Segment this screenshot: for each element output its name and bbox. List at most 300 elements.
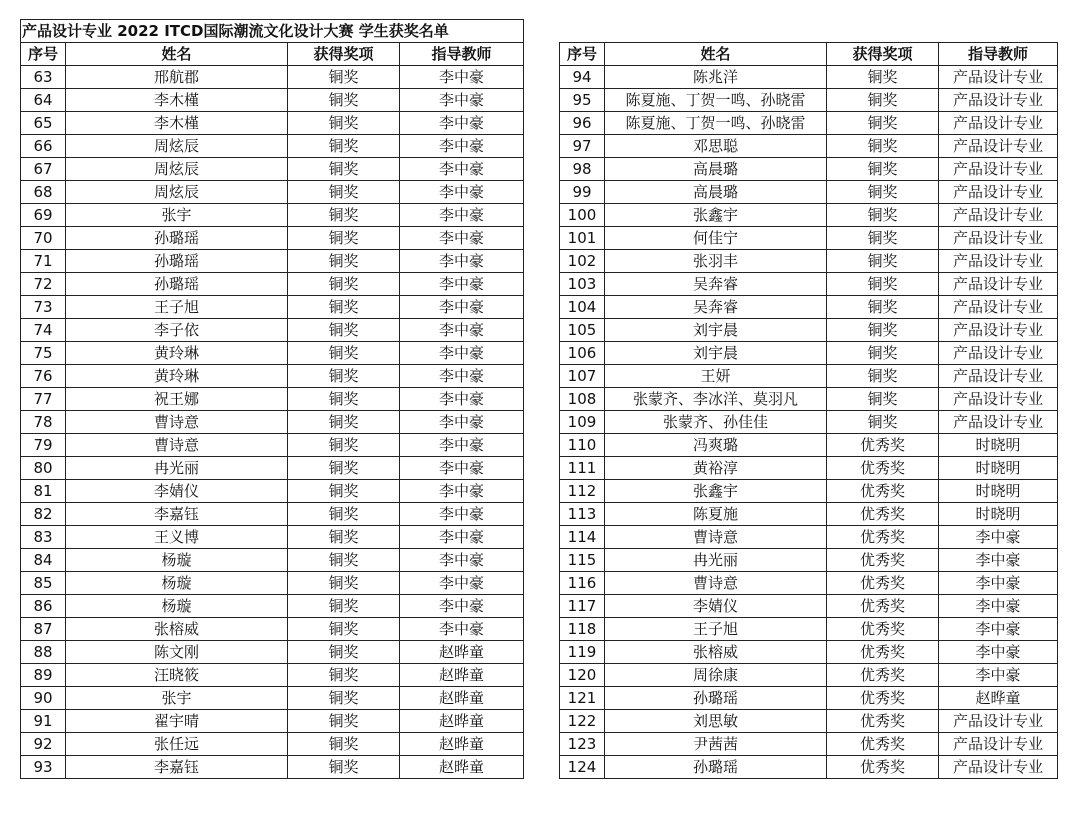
cell-advisor: 产品设计专业	[939, 89, 1058, 112]
cell-name: 冉光丽	[66, 457, 288, 480]
cell-name: 杨璇	[66, 549, 288, 572]
cell-index: 102	[560, 250, 605, 273]
cell-award: 优秀奖	[827, 503, 939, 526]
table-row	[21, 733, 524, 756]
cell-index: 83	[21, 526, 66, 549]
cell-index: 81	[21, 480, 66, 503]
table-row	[21, 503, 524, 526]
cell-index: 114	[560, 526, 605, 549]
cell-name: 张蒙齐、李冰洋、莫羽凡	[605, 388, 827, 411]
cell-advisor: 产品设计专业	[939, 388, 1058, 411]
cell-name: 周炫辰	[66, 135, 288, 158]
cell-advisor: 李中豪	[400, 549, 524, 572]
cell-advisor: 李中豪	[400, 388, 524, 411]
table-row	[21, 204, 524, 227]
cell-award: 铜奖	[288, 687, 400, 710]
table-row	[560, 641, 1058, 664]
table-row	[21, 227, 524, 250]
cell-name: 张宇	[66, 204, 288, 227]
cell-award: 铜奖	[827, 158, 939, 181]
table-row	[21, 388, 524, 411]
table-row	[560, 664, 1058, 687]
cell-advisor: 产品设计专业	[939, 66, 1058, 89]
cell-advisor: 李中豪	[400, 319, 524, 342]
cell-index: 122	[560, 710, 605, 733]
cell-advisor: 时晓明	[939, 434, 1058, 457]
cell-name: 杨璇	[66, 595, 288, 618]
cell-advisor: 时晓明	[939, 480, 1058, 503]
cell-award: 铜奖	[288, 158, 400, 181]
table-row	[21, 434, 524, 457]
cell-award: 铜奖	[827, 89, 939, 112]
table-row	[21, 480, 524, 503]
table-row	[560, 411, 1058, 434]
cell-advisor: 李中豪	[400, 135, 524, 158]
cell-award: 铜奖	[288, 66, 400, 89]
cell-award: 铜奖	[288, 664, 400, 687]
cell-award: 铜奖	[827, 388, 939, 411]
cell-index: 110	[560, 434, 605, 457]
cell-name: 张榕威	[66, 618, 288, 641]
cell-index: 109	[560, 411, 605, 434]
cell-advisor: 李中豪	[400, 503, 524, 526]
cell-award: 铜奖	[288, 526, 400, 549]
cell-name: 王义博	[66, 526, 288, 549]
table-row	[560, 710, 1058, 733]
cell-award: 优秀奖	[827, 687, 939, 710]
cell-advisor: 产品设计专业	[939, 733, 1058, 756]
cell-name: 李婧仪	[605, 595, 827, 618]
table-row	[560, 66, 1058, 89]
left-award-table	[20, 19, 524, 779]
cell-advisor: 产品设计专业	[939, 296, 1058, 319]
table-row	[560, 365, 1058, 388]
cell-award: 铜奖	[827, 319, 939, 342]
cell-name: 张蒙齐、孙佳佳	[605, 411, 827, 434]
cell-advisor: 李中豪	[400, 342, 524, 365]
cell-award: 优秀奖	[827, 480, 939, 503]
cell-index: 75	[21, 342, 66, 365]
table-row	[560, 457, 1058, 480]
table-header-row	[560, 43, 1058, 66]
cell-advisor: 李中豪	[400, 411, 524, 434]
cell-award: 铜奖	[288, 480, 400, 503]
cell-advisor: 赵晔童	[400, 687, 524, 710]
cell-award: 铜奖	[827, 181, 939, 204]
cell-name: 陈兆洋	[605, 66, 827, 89]
cell-advisor: 李中豪	[400, 250, 524, 273]
cell-name: 冯爽璐	[605, 434, 827, 457]
cell-advisor: 李中豪	[400, 618, 524, 641]
cell-award: 优秀奖	[827, 595, 939, 618]
cell-name: 孙璐瑶	[605, 756, 827, 779]
cell-name: 孙璐瑶	[66, 273, 288, 296]
cell-name: 曹诗意	[66, 434, 288, 457]
cell-name: 张宇	[66, 687, 288, 710]
header-index: 序号	[560, 43, 605, 66]
table-row	[560, 227, 1058, 250]
cell-index: 84	[21, 549, 66, 572]
header-advisor: 指导教师	[400, 43, 524, 66]
cell-award: 铜奖	[288, 135, 400, 158]
table-row	[560, 319, 1058, 342]
cell-name: 周炫辰	[66, 181, 288, 204]
table-row	[560, 549, 1058, 572]
cell-advisor: 时晓明	[939, 457, 1058, 480]
cell-advisor: 李中豪	[400, 434, 524, 457]
cell-name: 王妍	[605, 365, 827, 388]
cell-award: 铜奖	[288, 710, 400, 733]
cell-advisor: 李中豪	[400, 480, 524, 503]
cell-award: 铜奖	[288, 457, 400, 480]
cell-advisor: 李中豪	[400, 595, 524, 618]
cell-name: 李子依	[66, 319, 288, 342]
table-row	[560, 89, 1058, 112]
cell-name: 李婧仪	[66, 480, 288, 503]
table-row	[21, 687, 524, 710]
cell-name: 黄玲琳	[66, 342, 288, 365]
cell-name: 何佳宁	[605, 227, 827, 250]
table-row	[560, 434, 1058, 457]
cell-index: 95	[560, 89, 605, 112]
cell-index: 108	[560, 388, 605, 411]
table-row	[21, 457, 524, 480]
cell-award: 优秀奖	[827, 756, 939, 779]
table-row	[21, 66, 524, 89]
cell-award: 铜奖	[827, 365, 939, 388]
table-row	[560, 250, 1058, 273]
cell-award: 铜奖	[288, 227, 400, 250]
cell-index: 121	[560, 687, 605, 710]
cell-index: 72	[21, 273, 66, 296]
cell-index: 63	[21, 66, 66, 89]
cell-advisor: 李中豪	[400, 158, 524, 181]
cell-index: 99	[560, 181, 605, 204]
cell-advisor: 产品设计专业	[939, 756, 1058, 779]
cell-award: 铜奖	[288, 273, 400, 296]
cell-index: 115	[560, 549, 605, 572]
cell-advisor: 李中豪	[400, 457, 524, 480]
table-row	[21, 664, 524, 687]
cell-name: 黄裕淳	[605, 457, 827, 480]
table-row	[560, 388, 1058, 411]
cell-name: 王子旭	[605, 618, 827, 641]
table-row	[21, 135, 524, 158]
table-row	[560, 572, 1058, 595]
cell-advisor: 赵晔童	[939, 687, 1058, 710]
cell-award: 优秀奖	[827, 618, 939, 641]
cell-index: 100	[560, 204, 605, 227]
cell-award: 铜奖	[288, 595, 400, 618]
cell-award: 铜奖	[288, 733, 400, 756]
cell-award: 优秀奖	[827, 434, 939, 457]
cell-index: 70	[21, 227, 66, 250]
table-row	[21, 549, 524, 572]
cell-advisor: 产品设计专业	[939, 250, 1058, 273]
cell-advisor: 李中豪	[939, 595, 1058, 618]
cell-advisor: 产品设计专业	[939, 227, 1058, 250]
cell-award: 铜奖	[288, 411, 400, 434]
cell-name: 陈夏施、丁贺一鸣、孙晓雷	[605, 112, 827, 135]
cell-index: 92	[21, 733, 66, 756]
cell-award: 铜奖	[288, 204, 400, 227]
table-row	[21, 618, 524, 641]
cell-name: 高晨璐	[605, 181, 827, 204]
cell-advisor: 李中豪	[400, 273, 524, 296]
cell-advisor: 赵晔童	[400, 733, 524, 756]
table-row	[21, 572, 524, 595]
table-row	[560, 756, 1058, 779]
table-row	[560, 135, 1058, 158]
cell-advisor: 产品设计专业	[939, 158, 1058, 181]
cell-advisor: 产品设计专业	[939, 710, 1058, 733]
cell-index: 65	[21, 112, 66, 135]
table-row	[560, 480, 1058, 503]
cell-advisor: 李中豪	[939, 641, 1058, 664]
table-row	[560, 158, 1058, 181]
table-row	[21, 296, 524, 319]
cell-name: 曹诗意	[605, 572, 827, 595]
cell-index: 73	[21, 296, 66, 319]
cell-advisor: 赵晔童	[400, 756, 524, 779]
cell-name: 冉光丽	[605, 549, 827, 572]
cell-index: 88	[21, 641, 66, 664]
cell-advisor: 李中豪	[400, 181, 524, 204]
cell-advisor: 产品设计专业	[939, 112, 1058, 135]
table-row	[21, 273, 524, 296]
right-award-table	[559, 42, 1058, 779]
table-row	[560, 618, 1058, 641]
cell-name: 杨璇	[66, 572, 288, 595]
cell-index: 85	[21, 572, 66, 595]
cell-award: 铜奖	[827, 250, 939, 273]
table-header-row	[21, 43, 524, 66]
cell-award: 优秀奖	[827, 641, 939, 664]
cell-award: 铜奖	[827, 296, 939, 319]
cell-index: 101	[560, 227, 605, 250]
cell-index: 91	[21, 710, 66, 733]
cell-index: 80	[21, 457, 66, 480]
cell-name: 李木槿	[66, 112, 288, 135]
cell-advisor: 李中豪	[939, 572, 1058, 595]
cell-index: 78	[21, 411, 66, 434]
cell-award: 铜奖	[288, 434, 400, 457]
table-row	[560, 204, 1058, 227]
header-index: 序号	[21, 43, 66, 66]
cell-advisor: 产品设计专业	[939, 135, 1058, 158]
cell-advisor: 产品设计专业	[939, 204, 1058, 227]
cell-index: 96	[560, 112, 605, 135]
cell-award: 铜奖	[288, 641, 400, 664]
cell-index: 90	[21, 687, 66, 710]
table-row	[21, 595, 524, 618]
left-table-body	[21, 66, 524, 779]
cell-name: 张榕威	[605, 641, 827, 664]
table-row	[21, 158, 524, 181]
table-row	[21, 365, 524, 388]
cell-name: 翟宇晴	[66, 710, 288, 733]
cell-name: 刘宇晨	[605, 342, 827, 365]
header-award: 获得奖项	[288, 43, 400, 66]
cell-name: 周徐康	[605, 664, 827, 687]
cell-name: 张鑫宇	[605, 204, 827, 227]
cell-index: 123	[560, 733, 605, 756]
cell-name: 吴奔睿	[605, 296, 827, 319]
cell-index: 120	[560, 664, 605, 687]
cell-award: 铜奖	[288, 296, 400, 319]
cell-award: 铜奖	[827, 342, 939, 365]
table-row	[560, 687, 1058, 710]
cell-index: 79	[21, 434, 66, 457]
header-advisor: 指导教师	[939, 43, 1058, 66]
cell-advisor: 李中豪	[400, 89, 524, 112]
cell-name: 高晨璐	[605, 158, 827, 181]
cell-advisor: 李中豪	[400, 365, 524, 388]
cell-name: 周炫辰	[66, 158, 288, 181]
cell-award: 铜奖	[827, 227, 939, 250]
table-row	[560, 526, 1058, 549]
table-row	[21, 641, 524, 664]
cell-index: 94	[560, 66, 605, 89]
cell-award: 铜奖	[827, 135, 939, 158]
cell-advisor: 李中豪	[400, 572, 524, 595]
cell-advisor: 李中豪	[400, 204, 524, 227]
cell-index: 71	[21, 250, 66, 273]
cell-index: 87	[21, 618, 66, 641]
cell-award: 铜奖	[827, 273, 939, 296]
cell-name: 孙璐瑶	[66, 250, 288, 273]
cell-award: 铜奖	[288, 112, 400, 135]
cell-advisor: 赵晔童	[400, 664, 524, 687]
cell-advisor: 李中豪	[400, 66, 524, 89]
cell-index: 104	[560, 296, 605, 319]
cell-name: 王子旭	[66, 296, 288, 319]
cell-advisor: 产品设计专业	[939, 411, 1058, 434]
cell-index: 116	[560, 572, 605, 595]
table-row	[21, 319, 524, 342]
cell-index: 93	[21, 756, 66, 779]
cell-advisor: 李中豪	[939, 549, 1058, 572]
table-row	[21, 181, 524, 204]
cell-index: 64	[21, 89, 66, 112]
cell-index: 103	[560, 273, 605, 296]
page-title: 产品设计专业 2022 ITCD国际潮流文化设计大赛 学生获奖名单	[21, 20, 524, 43]
cell-name: 尹茜茜	[605, 733, 827, 756]
cell-award: 铜奖	[288, 503, 400, 526]
cell-name: 曹诗意	[66, 411, 288, 434]
cell-name: 陈夏施	[605, 503, 827, 526]
cell-name: 孙璐瑶	[66, 227, 288, 250]
cell-advisor: 时晓明	[939, 503, 1058, 526]
cell-index: 111	[560, 457, 605, 480]
cell-award: 优秀奖	[827, 733, 939, 756]
cell-index: 67	[21, 158, 66, 181]
cell-name: 黄玲琳	[66, 365, 288, 388]
cell-advisor: 产品设计专业	[939, 319, 1058, 342]
cell-name: 李嘉钰	[66, 756, 288, 779]
cell-award: 铜奖	[288, 388, 400, 411]
cell-name: 祝王娜	[66, 388, 288, 411]
cell-award: 铜奖	[288, 365, 400, 388]
cell-award: 铜奖	[827, 112, 939, 135]
cell-index: 77	[21, 388, 66, 411]
cell-name: 汪晓筱	[66, 664, 288, 687]
cell-index: 112	[560, 480, 605, 503]
table-row	[21, 342, 524, 365]
cell-name: 张羽丰	[605, 250, 827, 273]
cell-advisor: 产品设计专业	[939, 273, 1058, 296]
table-row	[21, 411, 524, 434]
cell-award: 铜奖	[827, 66, 939, 89]
table-row	[560, 296, 1058, 319]
cell-award: 铜奖	[288, 572, 400, 595]
cell-advisor: 李中豪	[400, 526, 524, 549]
cell-index: 89	[21, 664, 66, 687]
cell-name: 刘思敏	[605, 710, 827, 733]
cell-award: 优秀奖	[827, 664, 939, 687]
table-row	[21, 89, 524, 112]
cell-index: 74	[21, 319, 66, 342]
cell-advisor: 产品设计专业	[939, 365, 1058, 388]
cell-index: 97	[560, 135, 605, 158]
cell-award: 铜奖	[288, 89, 400, 112]
table-row	[21, 526, 524, 549]
cell-index: 98	[560, 158, 605, 181]
cell-name: 吴奔睿	[605, 273, 827, 296]
cell-award: 铜奖	[288, 342, 400, 365]
table-row	[560, 273, 1058, 296]
cell-award: 优秀奖	[827, 572, 939, 595]
cell-award: 铜奖	[827, 204, 939, 227]
cell-index: 105	[560, 319, 605, 342]
cell-index: 86	[21, 595, 66, 618]
cell-award: 优秀奖	[827, 457, 939, 480]
cell-name: 张鑫宇	[605, 480, 827, 503]
table-row	[560, 342, 1058, 365]
cell-name: 邢航郡	[66, 66, 288, 89]
right-table-body	[560, 66, 1058, 779]
cell-award: 铜奖	[288, 618, 400, 641]
cell-award: 铜奖	[827, 411, 939, 434]
cell-advisor: 李中豪	[939, 526, 1058, 549]
cell-index: 66	[21, 135, 66, 158]
table-row	[560, 112, 1058, 135]
cell-name: 李木槿	[66, 89, 288, 112]
cell-index: 124	[560, 756, 605, 779]
cell-advisor: 李中豪	[939, 618, 1058, 641]
cell-advisor: 李中豪	[400, 296, 524, 319]
table-row	[21, 250, 524, 273]
cell-advisor: 李中豪	[400, 112, 524, 135]
table-row	[560, 733, 1058, 756]
cell-name: 张任远	[66, 733, 288, 756]
cell-award: 铜奖	[288, 549, 400, 572]
cell-index: 76	[21, 365, 66, 388]
header-name: 姓名	[605, 43, 827, 66]
header-award: 获得奖项	[827, 43, 939, 66]
cell-name: 孙璐瑶	[605, 687, 827, 710]
cell-award: 铜奖	[288, 319, 400, 342]
cell-index: 107	[560, 365, 605, 388]
table-row	[560, 595, 1058, 618]
table-row	[21, 756, 524, 779]
cell-name: 刘宇晨	[605, 319, 827, 342]
cell-index: 113	[560, 503, 605, 526]
cell-advisor: 赵晔童	[400, 641, 524, 664]
cell-index: 119	[560, 641, 605, 664]
cell-award: 优秀奖	[827, 526, 939, 549]
table-row	[560, 503, 1058, 526]
